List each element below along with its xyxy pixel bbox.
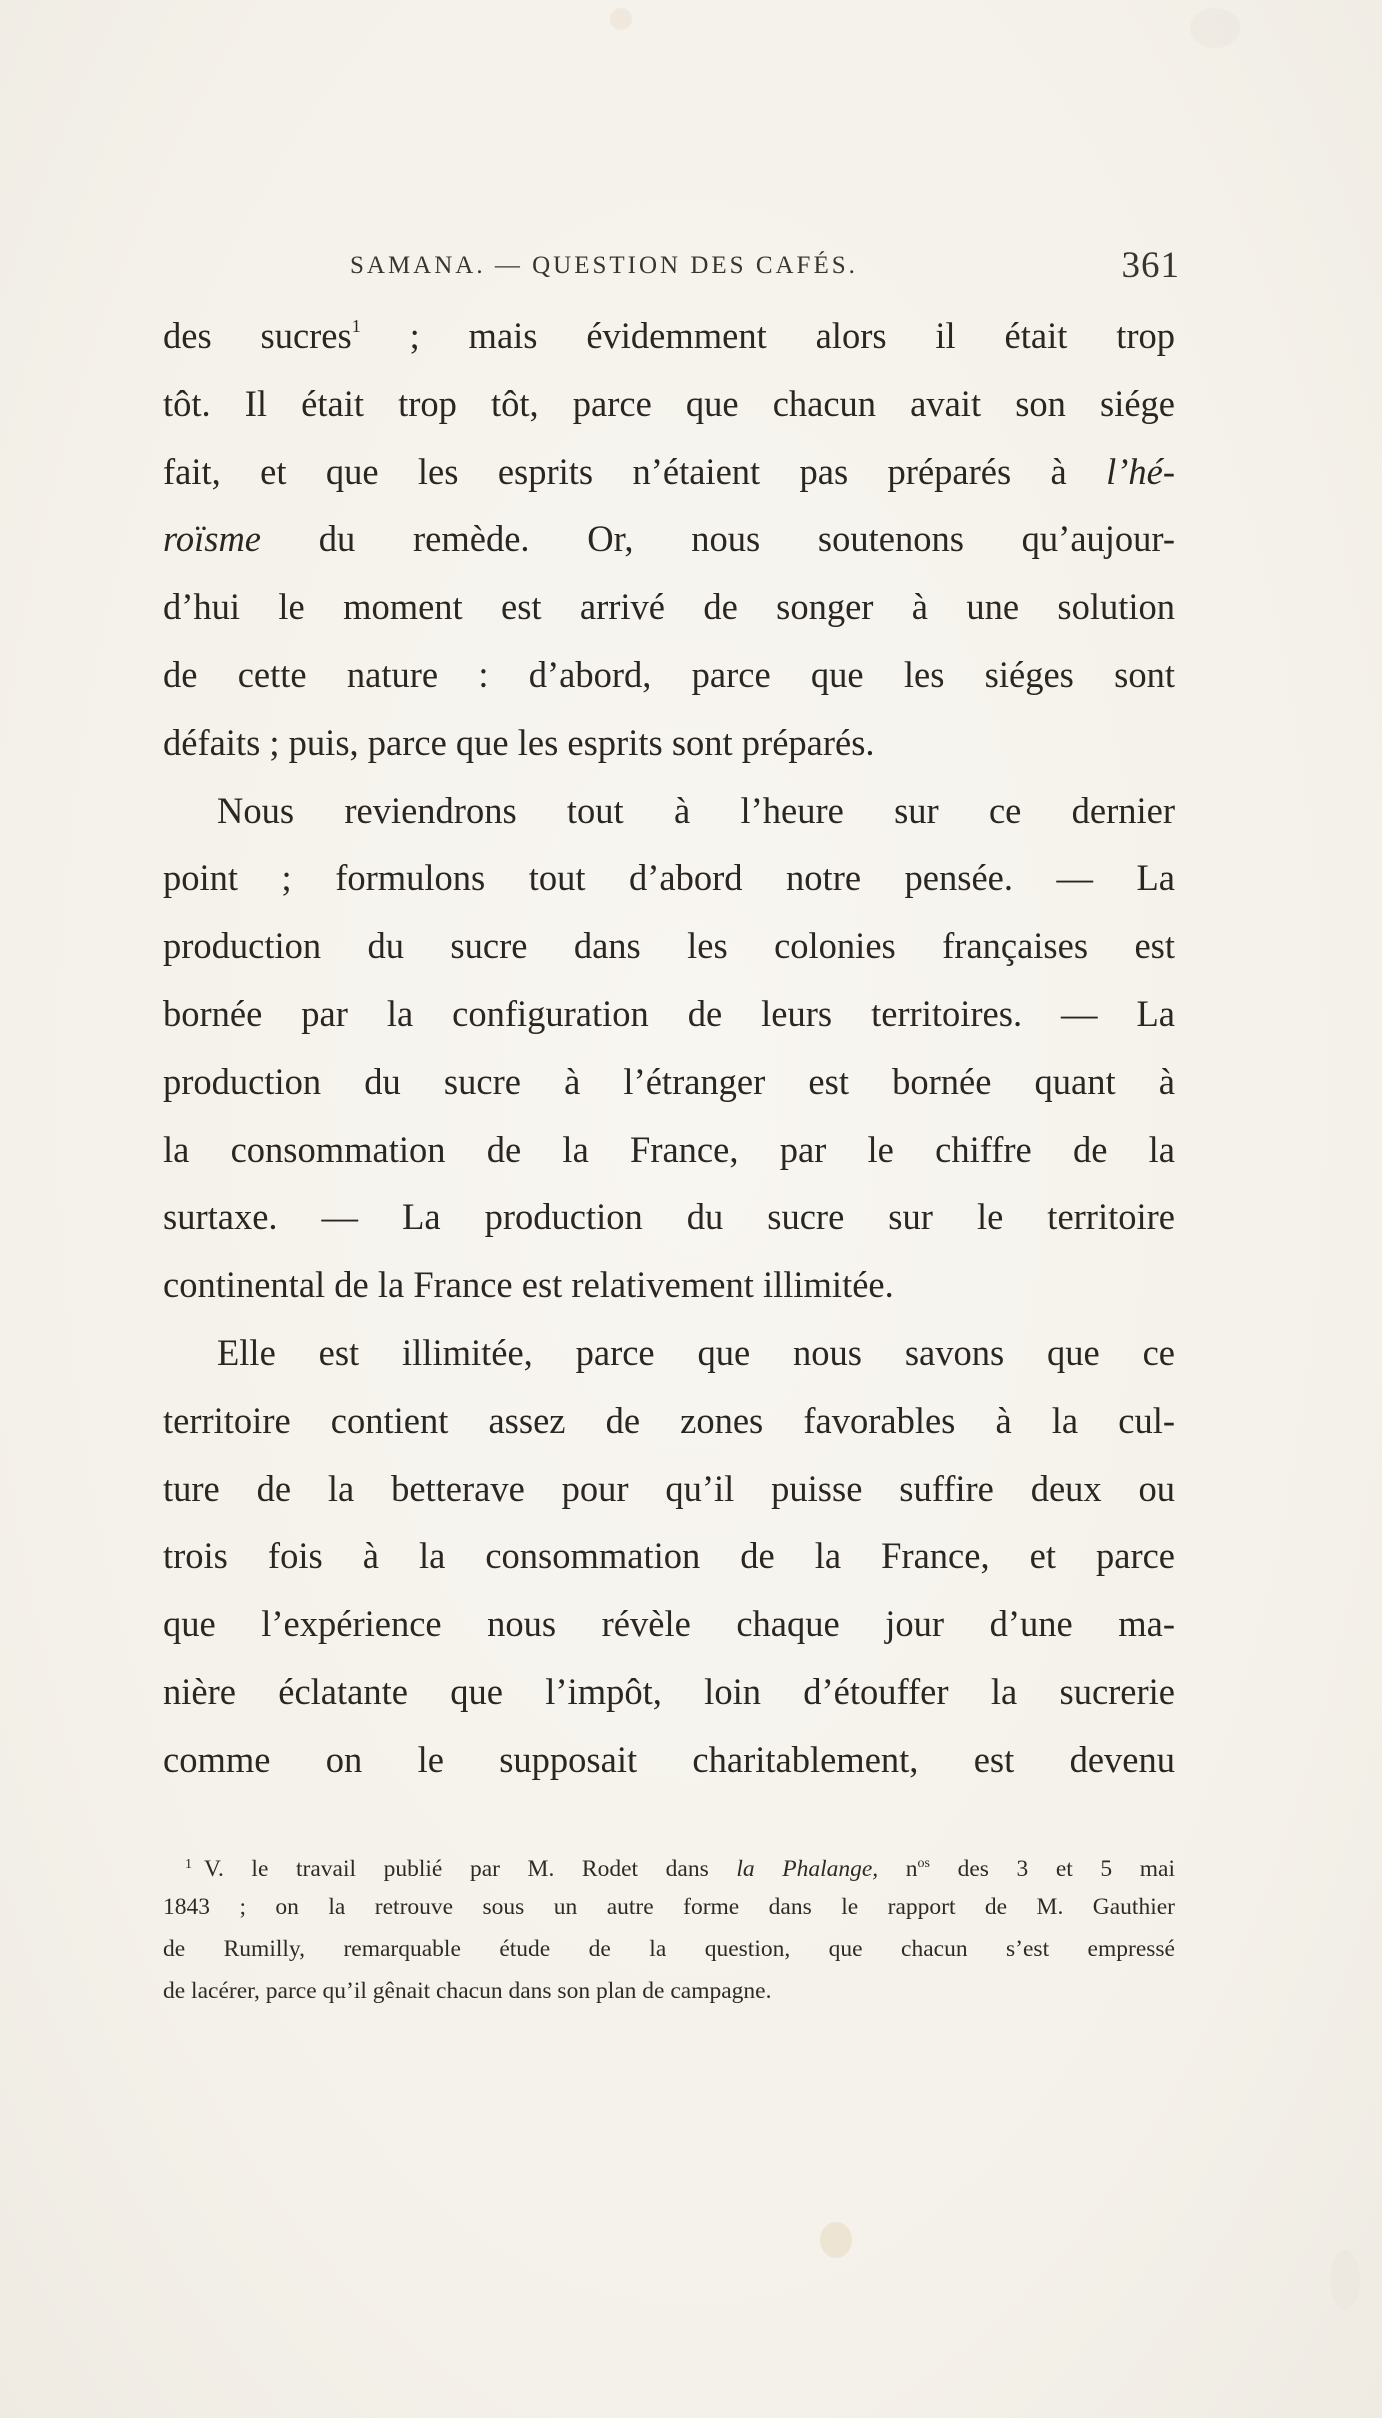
text-line: surtaxe. — La production du sucre sur le territoire: [163, 1196, 1175, 1238]
paper-stain: [1330, 2250, 1360, 2310]
footnote: [163, 1844, 1175, 2012]
footnote-line: de Rumilly, remarquable étude de la question, que chacun s’est empressé: [163, 1936, 1175, 1962]
text-line: production du sucre dans les colonies françaises est: [163, 925, 1175, 967]
page-number: 361: [1121, 245, 1180, 286]
text-line: comme on le supposait charitablement, est devenu: [163, 1738, 1175, 1780]
text-line: continental de la France est relativement illimitée.: [163, 1264, 894, 1306]
running-head: [350, 245, 1180, 288]
text-line: Elle est illimitée, parce que nous savons que ce: [217, 1331, 1175, 1373]
footnote-mark: 1: [185, 1857, 192, 1872]
paper-stain: [1190, 8, 1240, 48]
text-line: roïsme du remède. Or, nous soutenons qu’aujour-: [163, 518, 1175, 560]
text-line: bornée par la configuration de leurs territoires. — La: [163, 992, 1175, 1034]
text-line: Nous reviendrons tout à l’heure sur ce dernier: [217, 789, 1175, 831]
text-line: d’hui le moment est arrivé de songer à une solution: [163, 586, 1175, 628]
text-line: ture de la betterave pour qu’il puisse suffire deux ou: [163, 1467, 1175, 1509]
text-line: des sucres$^1$ ; mais évidemment alors il était trop: [163, 315, 1175, 356]
text-line: trois fois à la consommation de la France, et parce: [163, 1535, 1175, 1577]
paper-stain: [610, 8, 632, 30]
text-line: nière éclatante que l’impôt, loin d’étouffer la sucrerie: [163, 1670, 1175, 1712]
body-text: [163, 302, 1175, 1794]
text-line: fait, et que les esprits n’étaient pas préparés à l’hé-: [163, 450, 1175, 492]
text-line: que l’expérience nous révèle chaque jour d’une ma-: [163, 1603, 1175, 1645]
text-line: point ; formulons tout d’abord notre pensée. — La: [163, 857, 1175, 899]
text-line: tôt. Il était trop tôt, parce que chacun avait son siége: [163, 382, 1175, 424]
text-line: défaits ; puis, parce que les esprits sont préparés.: [163, 721, 875, 763]
text-line: la consommation de la France, par le chiffre de la: [163, 1128, 1175, 1170]
text-line: de cette nature : d’abord, parce que les siéges sont: [163, 653, 1175, 695]
footnote-reference: 1: [351, 316, 361, 336]
paper-stain: [820, 2222, 852, 2258]
running-title: SAMANA. — QUESTION DES CAFÉS.: [350, 252, 858, 279]
text-line: territoire contient assez de zones favorables à la cul-: [163, 1399, 1175, 1441]
text-line: production du sucre à l’étranger est bornée quant à: [163, 1060, 1175, 1102]
footnote-line: $^1$ V. le travail publié par M. Rodet dans la Phalange, $n^{os}$ des 3 et 5 mai: [185, 1856, 1175, 1882]
footnote-line: 1843 ; on la retrouve sous un autre forme dans le rapport de M. Gauthier: [163, 1894, 1175, 1920]
footnote-line: de lacérer, parce qu’il gênait chacun dans son plan de campagne.: [163, 1978, 772, 2004]
